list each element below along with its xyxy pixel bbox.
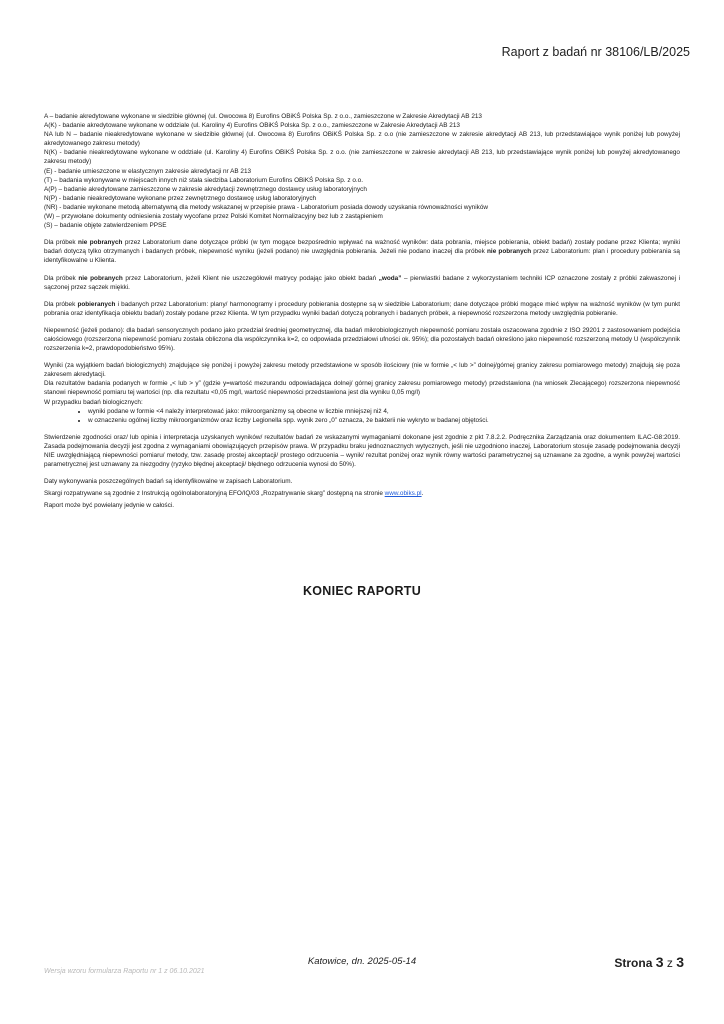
dates-paragraph: Daty wykonywania poszczególnych badań są identyfikowalne w zapisach Laboratorium.	[44, 478, 293, 486]
legend-item: (NR) - badanie wykonane metodą alternatywną dla metody wskazanej w przepisie prawa - Laboratorium posiada dowody uzyskania równoważności wyników	[44, 203, 489, 211]
legend-item: (S) – badanie objęte zatwierdzeniem PPSE	[44, 222, 167, 230]
water-icp-paragraph: Dla próbek nie pobranych przez Laboratorium, jeżeli Klient nie uszczegółowił matrycy podając jako obiekt badań „woda” – pierwiastki badane z wykorzystaniem techniki ICP oznaczone zostały z próbki zakwaszonej i sączonej przez sączek miękki.	[44, 274, 681, 291]
legend-item: A(P) – badanie akredytowane zamieszczone w zakresie akredytacji zewnętrznego dostawcy usług laboratoryjnych	[44, 185, 367, 193]
legend-item: A – badanie akredytowane wykonane w siedzibie głównej (ul. Owocowa 8) Eurofins OBiKŚ Polska Sp. z o.o., zamieszczone w Zakresie Akredytacji AB 213	[44, 113, 482, 120]
results-limit-text: Dla rezultatów badania podanych w formie „< lub > y” (gdzie y=wartość mezurandu odpowiadająca dolnej/ górnej granicy zakresu pomiarowego metody) przedstawiona (na wniosek Zlecającego) rozszerzona niepewność stanowi niepewność pomiaru tej wartości (np. dla rezultatu <0,05 mg/l, wartość niepewności przedstawiona jest dla wyniku 0,05 mg/l)	[44, 380, 680, 397]
sampled-paragraph: Dla próbek pobieranych i badanych przez Laboratorium: plany/ harmonogramy i procedury pobierania dostępne są w siedzibie Laboratorium; dane dotyczące próbki mogące mieć wpływ na ważność wyników (w tym punkt pobrania oraz identyfikacja obiektu badań) zostały podane przez Klienta. W tym przypadku wyniki badań dotyczą pobranych i badanych próbek, a niepewność rozszerzona metody uwzględnia pobieranie.	[44, 300, 681, 317]
place-date: Katowice, dn. 2025-05-14	[307, 956, 417, 967]
form-version: Wersja wzoru formularza Raportu nr 1 z 06.10.2021	[44, 968, 205, 975]
complaints-paragraph: Skargi rozpatrywane są zgodnie z Instrukcją ogólnolaboratoryjną EFO/IQ/03 „Rozpatrywanie skarg” dostępną na stronie www.obiks.pl.	[44, 490, 424, 498]
list-item: • w oznaczeniu ogólnej liczby mikroorganizmów oraz liczby Legionella spp. wynik zero „0” oznacza, że bakterii nie wykryto w badanej objętości.	[88, 416, 680, 425]
conformity-paragraph: Stwierdzenie zgodności oraz/ lub opinia i interpretacja uzyskanych wyników/ rezultatów badań ze wskazanymi wymaganiami dokonane jest zgodnie z pkt 7.8.2.2. Podręcznika Zarządzania oraz dokumentem ILAC-G8:2019. Zasada podejmowania decyzji jest zgodna z wymaganiami obowiązujących przepisów prawa. W przypadku braku jednoznacznych wytycznych, jeśli nie uzgodniono inaczej, Laboratorium stosuje zasadę podejmowania decyzji NIE uwzględniającą niepewności pomiaru/ metody, tzw. zasadę prostej akceptacji/ prostego odrzucenia – wynik/ rezultat poniżej oraz wynik równy wartości parametrycznej są uznawane za zgodne, a wynik powyżej wartości parametrycznej jest uznawany za niezgodny (ryzyko błędnej akceptacji/ błędnego odrzucenia wynosi do 50%).	[44, 433, 680, 469]
legend-item: (W) – przywołane dokumenty odniesienia zostały wycofane przez Polski Komitet Normalizacyjny bez lub z zastąpieniem	[44, 213, 383, 221]
copy-notice: Raport może być powielany jedynie w całości.	[44, 502, 175, 510]
legend-item: NA lub N – badanie nieakredytowane wykonane w siedzibie głównej (ul. Owocowa 8) Eurofins OBiKŚ Polska Sp. z o.o (nie zamieszczone w zakresie akredytacji AB 213, lub przedstawiające wynik poniżej lub powyżej akredytowanego zakresu metody)	[44, 131, 680, 148]
page-number: Strona 3 z 3	[614, 954, 684, 970]
obiks-website-link[interactable]: www.obiks.pl	[384, 490, 422, 498]
legend-item: A(K) - badanie akredytowane wykonane w oddziale (ul. Karoliny 4) Eurofins OBiKŚ Polska Sp. z o.o., zamieszczone w Zakresie Akredytacji AB 213	[44, 122, 460, 130]
legend-block	[44, 112, 680, 230]
list-item: • wyniki podane w formie <4 należy interpretować jako: mikroorganizmy są obecne w liczbie mniejszej niż 4,	[88, 407, 680, 416]
biological-heading: W przypadku badań biologicznych:	[44, 398, 143, 406]
biological-list	[44, 407, 680, 425]
legend-item: (T) – badania wykonywane w miejscach innych niż stała siedziba Laboratorium Eurofins OBiKŚ Polska Sp. z o.o.	[44, 176, 363, 184]
report-number: Raport z badań nr 38106/LB/2025	[501, 45, 690, 59]
uncertainty-paragraph: Niepewność (jeżeli podano): dla badań sensorycznych podano jako przedział średniej geometrycznej, dla badań mikrobiologicznych niepewność pomiaru została oszacowana zgodnie z ISO 29201 z zastosowaniem podejścia całościowego (rozszerzona niepewność pomiaru została obliczona dla współczynnika k=2, co odpowiada przedziałowi ufności ok. 95%); dla pozostałych badań określono jako niepewność rozszerzoną metody U (współczynnik rozszerzenia k=2, prawdopodobieństwo 95%).	[44, 326, 680, 353]
end-of-report-title: KONIEC RAPORTU	[302, 584, 422, 598]
results-range-paragraph	[44, 361, 680, 425]
not-sampled-paragraph: Dla próbek nie pobranych przez Laboratorium dane dotyczące próbki (w tym mogące bezpośrednio wpływać na ważność wyników: data pobrania, miejsce pobierania, obiekt badań) zostały podane przez Klienta; wyniki badań dotyczą tylko otrzymanych i badanych próbek, niepewność wyniku (jeżeli podano) nie uwzględnia pobierania. Jeżeli nie podano inaczej dla próbek nie pobranych przez Laboratorium: plan i procedury pobierania są identyfikowalne u Klienta.	[44, 239, 680, 265]
report-body	[44, 112, 680, 510]
legend-item: N(P) - badanie nieakredytowane wykonane przez zewnętrznego dostawcę usług laboratoryjnych	[44, 194, 317, 202]
results-range-text: Wyniki (za wyjątkiem badań biologicznych) znajdujące się poniżej i powyżej zakresu metody przedstawione w sposób ilościowy (nie w formie „< lub >” dolnej/górnej granicy zakresu pomiarowego metody) znajdują się poza zakresem akredytacji.	[44, 362, 680, 379]
legend-item: N(K) - badanie nieakredytowane wykonane w oddziale (ul. Karoliny 4) Eurofins OBiKŚ Polska Sp. z o.o. (nie zamieszczone w zakresie akredytacji AB 213, lub przedstawiające wynik poniżej lub powyżej akredytowanego zakresu metody)	[44, 149, 680, 166]
legend-item: (E) - badanie umieszczone w elastycznym zakresie akredytacji nr AB 213	[44, 167, 252, 175]
